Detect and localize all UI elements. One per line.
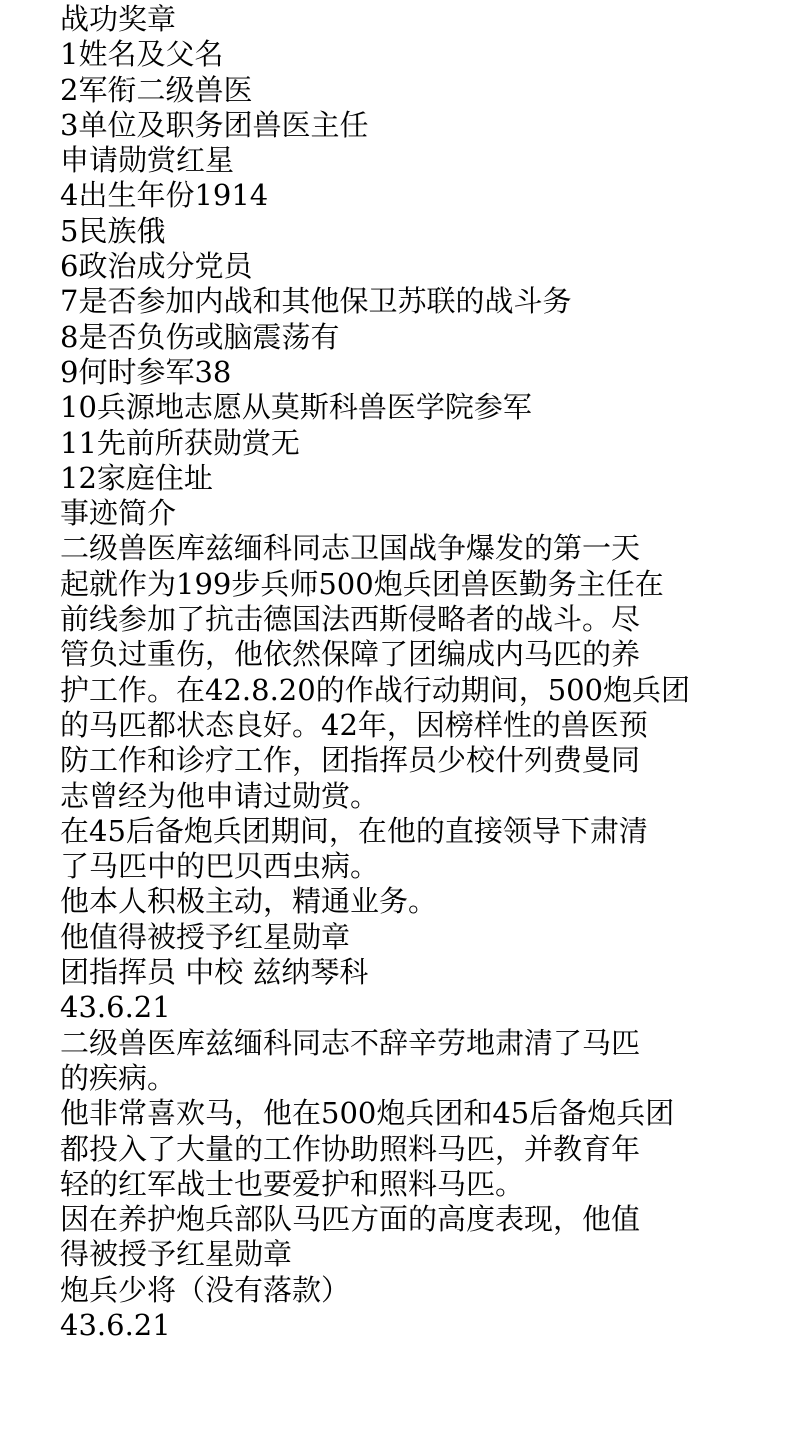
text-line: 的马匹都状态良好。42年，因榜样性的兽医预 [60, 707, 648, 742]
text-line: 在45后备炮兵团期间，在他的直接领导下肃清 [60, 813, 648, 848]
field-previous-awards: 11先前所获勋赏无 [60, 425, 300, 460]
text-line: 二级兽医库兹缅科同志不辞辛劳地肃清了马匹 [60, 1025, 641, 1060]
field-name: 1姓名及父名 [60, 37, 224, 72]
text-line: 因在养护炮兵部队马匹方面的高度表现，他值 [60, 1202, 641, 1237]
field-party: 6政治成分党员 [60, 249, 253, 284]
text-line: 志曾经为他申请过勋赏。 [60, 778, 380, 813]
text-line: 他值得被授予红星勋章 [60, 919, 351, 954]
field-birth-year: 4出生年份1914 [60, 178, 269, 213]
signature-commander: 团指挥员 中校 兹纳琴科 [60, 955, 369, 990]
field-source: 10兵源地志愿从莫斯科兽医学院参军 [60, 390, 532, 425]
field-enlisted: 9何时参军38 [60, 354, 232, 389]
text-line: 管负过重伤，他依然保障了团编成内马匹的养 [60, 637, 641, 672]
text-line: 得被授予红星勋章 [60, 1237, 293, 1272]
document-text [60, 2, 740, 1343]
field-unit-position: 3单位及职务团兽医主任 [60, 107, 369, 142]
text-line: 都投入了大量的工作协助照料马匹，并教育年 [60, 1131, 641, 1166]
text-line: 的疾病。 [60, 1060, 177, 1095]
field-address: 12家庭住址 [60, 460, 213, 495]
field-ethnicity: 5民族俄 [60, 213, 166, 248]
signature-general: 炮兵少将（没有落款） [60, 1272, 351, 1307]
field-civil-war: 7是否参加内战和其他保卫苏联的战斗务 [60, 284, 572, 319]
text-line: 防工作和诊疗工作，团指挥员少校什列费曼同 [60, 743, 641, 778]
text-line: 轻的红军战士也要爱护和照料马匹。 [60, 1166, 525, 1201]
date: 43.6.21 [60, 990, 171, 1025]
text-line: 了马匹中的巴贝西虫病。 [60, 849, 380, 884]
award-request: 申请勋赏红星 [60, 143, 235, 178]
field-rank: 2军衔二级兽医 [60, 72, 253, 107]
text-line: 他非常喜欢马，他在500炮兵团和45后备炮兵团 [60, 1096, 675, 1131]
text-line: 前线参加了抗击德国法西斯侵略者的战斗。尽 [60, 602, 641, 637]
text-line: 护工作。在42.8.20的作战行动期间，500炮兵团 [60, 672, 691, 707]
text-line: 他本人积极主动，精通业务。 [60, 884, 438, 919]
summary-heading: 事迹简介 [60, 496, 177, 531]
field-wounded: 8是否负伤或脑震荡有 [60, 319, 340, 354]
date: 43.6.21 [60, 1307, 171, 1342]
doc-title: 战功奖章 [60, 2, 177, 36]
text-line: 起就作为199步兵师500炮兵团兽医勤务主任在 [60, 566, 664, 601]
text-line: 二级兽医库兹缅科同志卫国战争爆发的第一天 [60, 531, 641, 566]
